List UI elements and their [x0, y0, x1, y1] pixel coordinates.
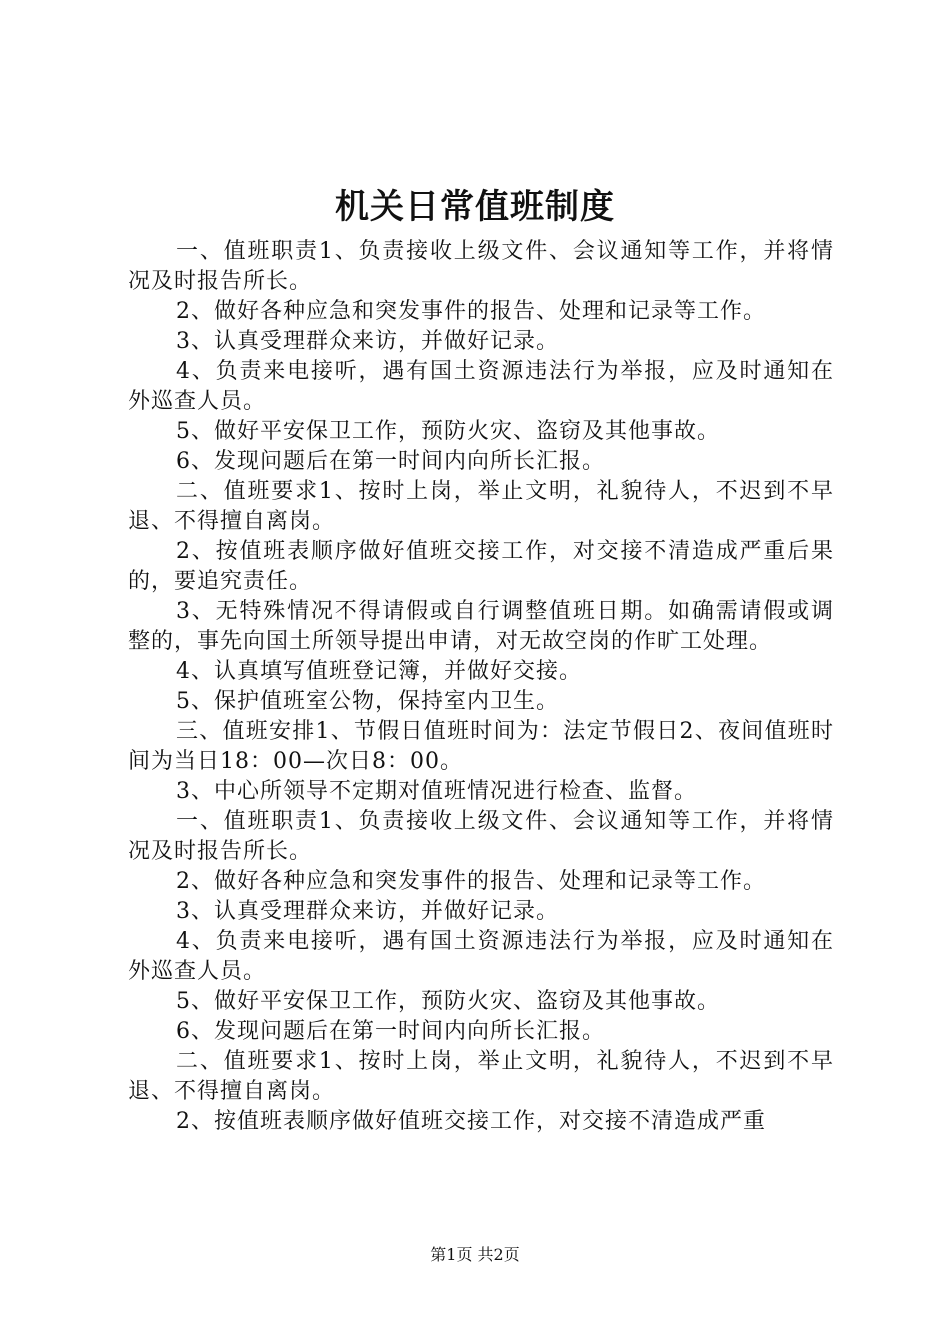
paragraph: 5、做好平安保卫工作，预防火灾、盗窃及其他事故。: [176, 419, 720, 444]
paragraph: 3、中心所领导不定期对值班情况进行检查、监督。: [176, 779, 697, 804]
paragraph: 2、按值班表顺序做好值班交接工作，对交接不清造成严重后果的，要追究责任。: [128, 539, 834, 594]
paragraph: 二、值班要求1、按时上岗，举止文明，礼貌待人，不迟到不早退、不得擅自离岗。: [128, 479, 834, 534]
paragraph: 3、认真受理群众来访，并做好记录。: [176, 329, 559, 354]
paragraph: 4、认真填写值班登记簿，并做好交接。: [176, 659, 582, 684]
paragraph: 二、值班要求1、按时上岗，举止文明，礼貌待人，不迟到不早退、不得擅自离岗。: [128, 1049, 834, 1104]
paragraph: 4、负责来电接听，遇有国土资源违法行为举报，应及时通知在外巡查人员。: [128, 929, 834, 984]
page-footer: 第1页 共2页: [430, 1245, 520, 1264]
document-title: 机关日常值班制度: [335, 187, 615, 227]
paragraph: 5、保护值班室公物，保持室内卫生。: [176, 689, 559, 714]
document-body: [128, 237, 834, 1137]
paragraph: 3、认真受理群众来访，并做好记录。: [176, 899, 559, 924]
paragraph: 2、按值班表顺序做好值班交接工作，对交接不清造成严重: [176, 1109, 766, 1134]
paragraph: 一、值班职责1、负责接收上级文件、会议通知等工作，并将情况及时报告所长。: [128, 239, 834, 294]
paragraph: 3、无特殊情况不得请假或自行调整值班日期。如确需请假或调整的，事先向国土所领导提出申请，对无故空岗的作旷工处理。: [128, 599, 834, 654]
paragraph: 4、负责来电接听，遇有国土资源违法行为举报，应及时通知在外巡查人员。: [128, 359, 834, 414]
paragraph: 5、做好平安保卫工作，预防火灾、盗窃及其他事故。: [176, 989, 720, 1014]
paragraph: 6、发现问题后在第一时间内向所长汇报。: [176, 449, 605, 474]
paragraph: 一、值班职责1、负责接收上级文件、会议通知等工作，并将情况及时报告所长。: [128, 809, 834, 864]
paragraph: 三、值班安排1、节假日值班时间为：法定节假日2、夜间值班时间为当日18：00—次日8：00。: [128, 719, 834, 774]
paragraph: 2、做好各种应急和突发事件的报告、处理和记录等工作。: [176, 299, 766, 324]
paragraph: 6、发现问题后在第一时间内向所长汇报。: [176, 1019, 605, 1044]
paragraph: 2、做好各种应急和突发事件的报告、处理和记录等工作。: [176, 869, 766, 894]
